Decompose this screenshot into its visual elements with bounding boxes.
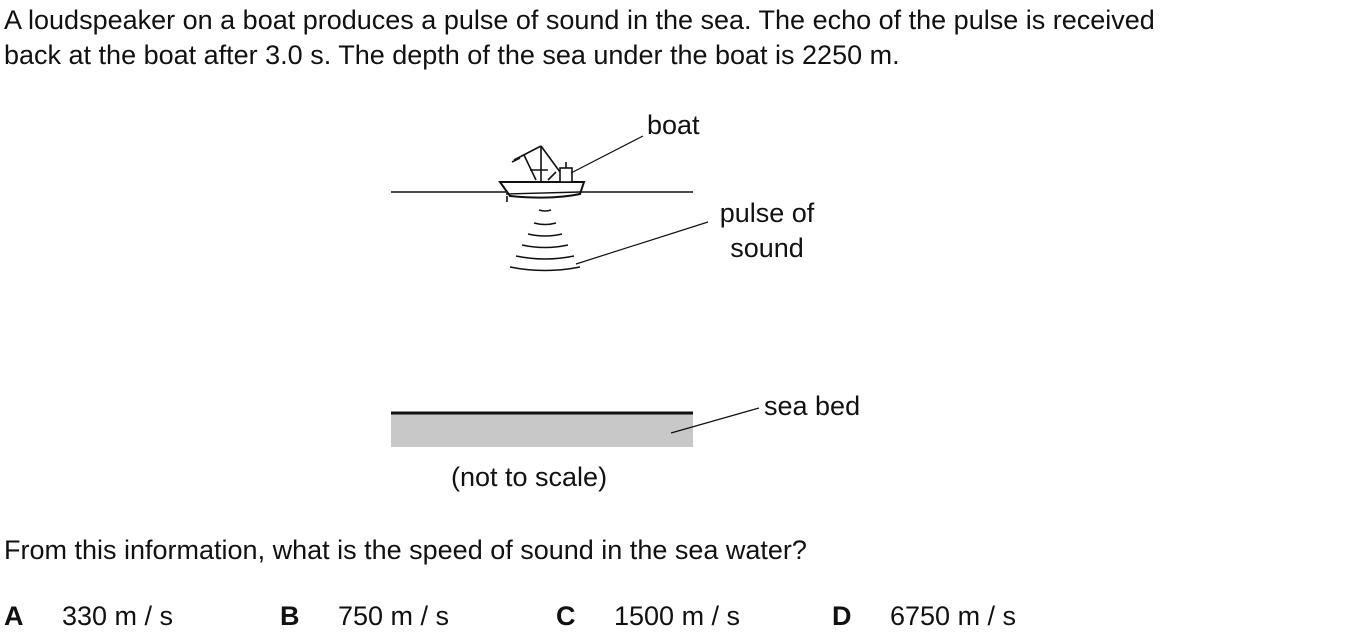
option-text: 1500 m / s [614, 601, 741, 631]
option-b[interactable] [280, 599, 450, 634]
option-text: 750 m / s [338, 601, 450, 631]
option-d[interactable] [832, 599, 1017, 634]
option-text: 330 m / s [62, 601, 174, 631]
sea-bed-label: sea bed [764, 391, 861, 421]
stem-line-1: A loudspeaker on a boat produces a pulse of sound in the sea. The echo of the pulse is received [4, 5, 1155, 35]
question-text: From this information, what is the speed of sound in the sea water? [4, 535, 807, 565]
boat-label: boat [647, 110, 700, 140]
option-a[interactable] [4, 599, 174, 634]
answer-options [4, 599, 1344, 634]
option-letter: C [556, 601, 576, 631]
option-letter: D [832, 601, 852, 631]
option-letter: B [280, 601, 300, 631]
scale-note: (not to scale) [451, 462, 608, 492]
stem-line-2: back at the boat after 3.0 s. The depth of the sea under the boat is 2250 m. [4, 40, 900, 70]
pulse-label-line-2: sound [730, 233, 804, 263]
boat-leader-line [571, 136, 643, 173]
pulse-label-line-1: pulse of [719, 198, 815, 228]
sound-pulse-icon [510, 210, 580, 271]
boat-icon [500, 146, 584, 202]
option-c[interactable] [556, 599, 741, 634]
option-letter: A [4, 601, 24, 631]
sea-bed-block [391, 413, 693, 447]
pulse-label [708, 196, 826, 266]
option-text: 6750 m / s [890, 601, 1017, 631]
pulse-leader-line [576, 222, 708, 264]
